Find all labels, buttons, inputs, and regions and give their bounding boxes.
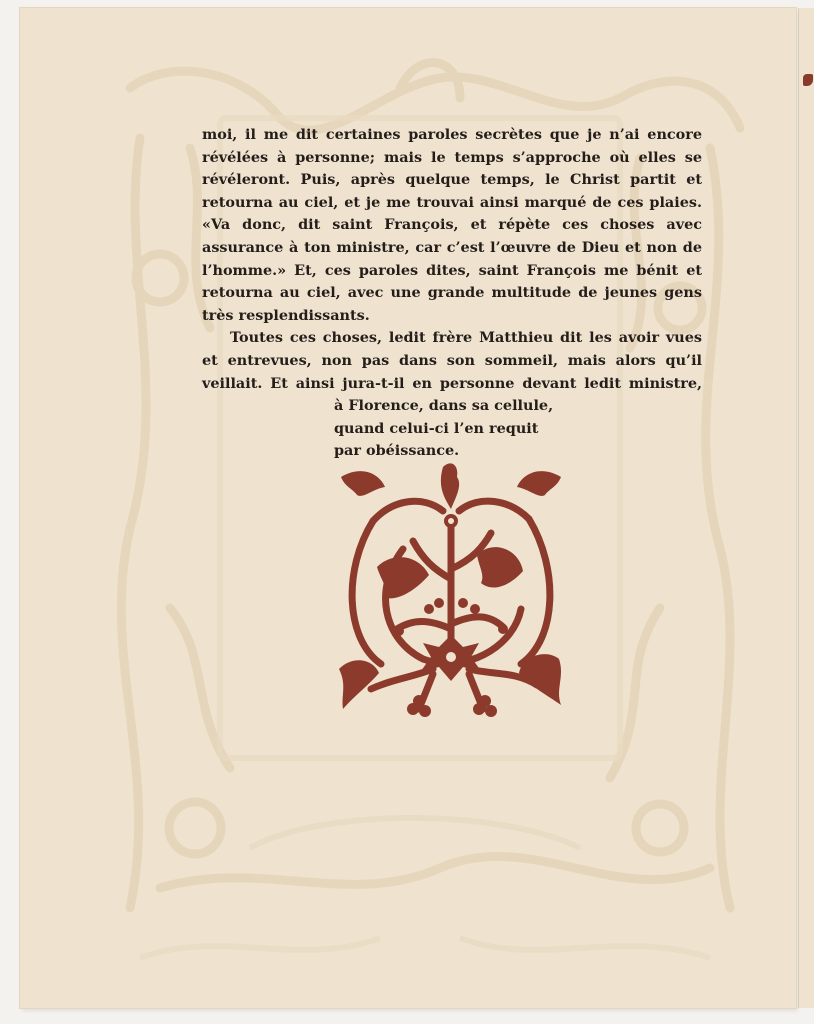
body-text	[202, 124, 702, 463]
text-line: «Va donc, dit saint François, et répète ces choses avec	[202, 216, 702, 234]
text-line: Toutes ces choses, ledit frère Matthieu dit les avoir vues	[230, 329, 702, 347]
text-line: très resplendissants.	[202, 306, 370, 324]
text-line: assurance à ton ministre, car c’est l’œuvre de Dieu et non de	[202, 238, 702, 256]
text-line: et entrevues, non pas dans son sommeil, mais alors qu’il	[202, 351, 702, 369]
text-line: retourna au ciel, avec une grande multitude de jeunes gens	[202, 284, 702, 302]
text-line: l’homme.» Et, ces paroles dites, saint François me bénit et	[202, 261, 702, 279]
text-line: à Florence, dans sa cellule,	[334, 397, 554, 415]
text-line: retourna au ciel, et je me trouvai ainsi marqué de ces plaies.	[202, 193, 702, 211]
floral-vignette-icon	[333, 459, 569, 721]
text-line: moi, il me dit certaines paroles secrètes que je n’ai encore	[202, 126, 702, 143]
facing-page-edge	[798, 8, 814, 1008]
text-line: quand celui-ci l’en requit	[334, 419, 539, 437]
text-line: révéleront. Puis, après quelque temps, le Christ partit et	[202, 171, 702, 189]
text-line: par obéissance.	[334, 442, 460, 460]
text-line: veillait. Et ainsi jura-t-il en personne devant ledit ministre,	[202, 374, 702, 392]
text-line: révélées à personne; mais le temps s’approche où elles se	[202, 148, 702, 166]
